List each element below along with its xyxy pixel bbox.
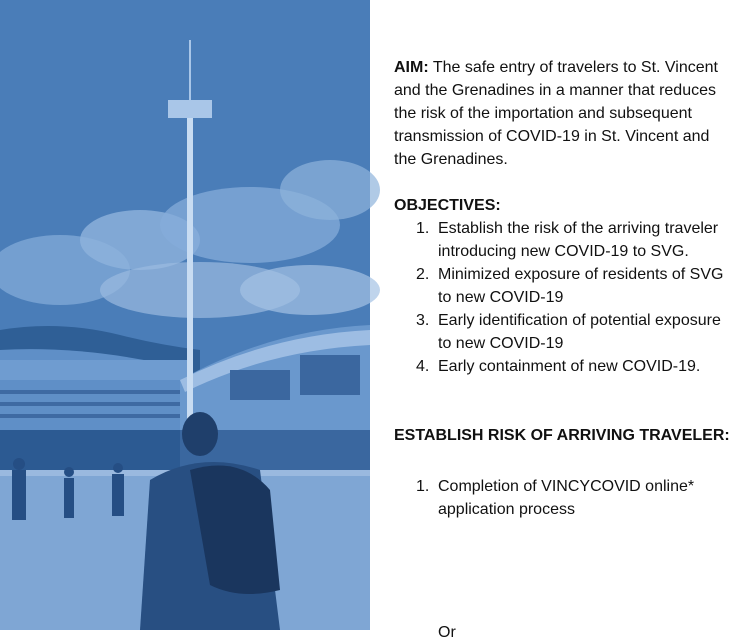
aim-paragraph: [394, 56, 734, 171]
airport-photo-illustration: [0, 0, 370, 630]
objective-number: 2.: [416, 266, 430, 283]
objective-number: 4.: [416, 358, 430, 375]
objective-number: 3.: [416, 312, 430, 329]
objective-text: Minimized exposure of residents of SVG to new COVID-19: [438, 266, 724, 306]
risk-number: 1.: [416, 478, 430, 495]
risk-item: [394, 475, 734, 521]
cut-off-text: Or: [438, 624, 456, 641]
risk-heading: ESTABLISH RISK OF ARRIVING TRAVELER:: [394, 427, 730, 444]
text-panel: [394, 56, 734, 641]
objective-item: [394, 355, 734, 378]
objective-item: [394, 309, 734, 355]
risk-text: Completion of VINCYCOVID online* application process: [438, 478, 695, 518]
aim-label: AIM:: [394, 59, 429, 76]
objective-item: [394, 263, 734, 309]
airport-photo: [0, 0, 370, 630]
objective-text: Establish the risk of the arriving traveler introducing new COVID-19 to SVG.: [438, 220, 719, 260]
objective-number: 1.: [416, 220, 430, 237]
risk-list: [394, 475, 734, 521]
objectives-list: [394, 217, 734, 378]
objective-text: Early containment of new COVID-19.: [438, 358, 701, 375]
objective-text: Early identification of potential exposure to new COVID-19: [438, 312, 721, 352]
objectives-heading: OBJECTIVES:: [394, 197, 501, 214]
aim-text: The safe entry of travelers to St. Vincent and the Grenadines in a manner that reduces the risk of the importation and subsequent transmission of COVID-19 in St. Vincent and the Grenadines.: [394, 59, 718, 168]
objective-item: [394, 217, 734, 263]
